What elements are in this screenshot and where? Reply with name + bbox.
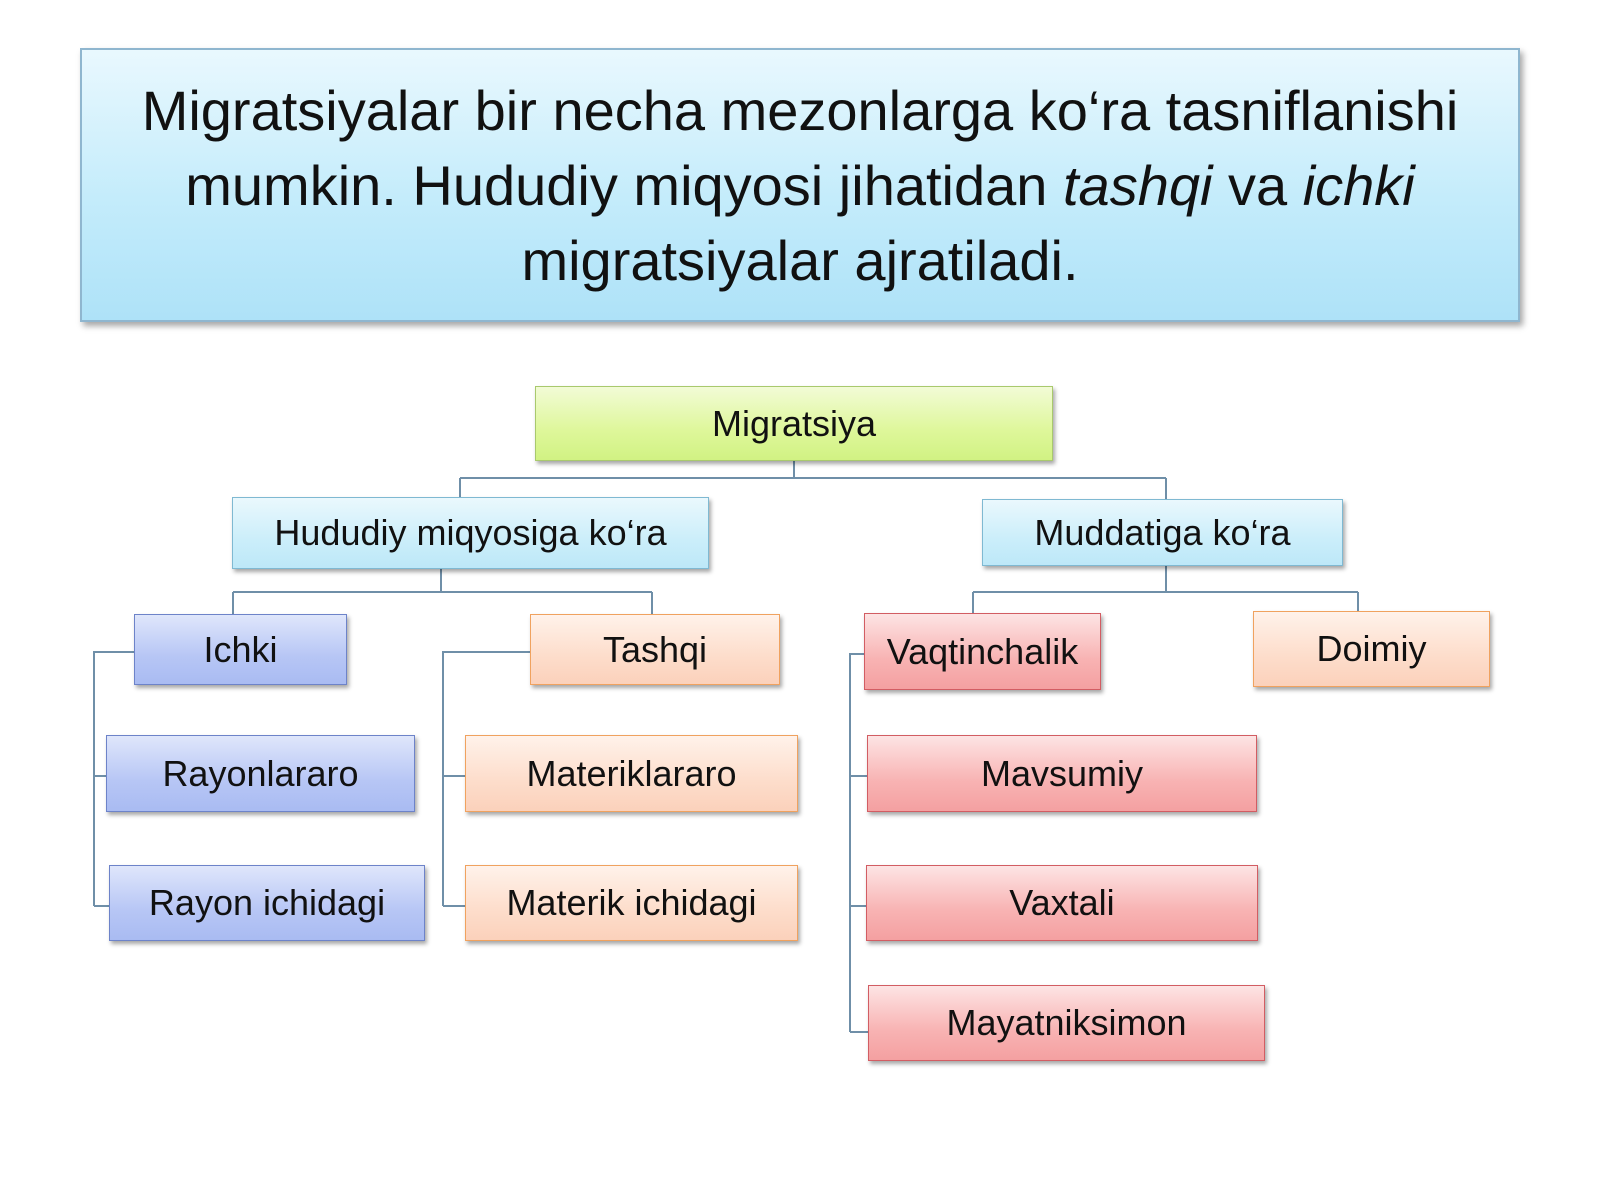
node-doimiy: Doimiy [1253,611,1490,687]
title-part-1: Migratsiyalar bir necha mezonlarga ko‘ra tasniflanishi mumkin. Hududiy miqyosi jihatidan [141,78,1459,217]
title-emphasis-ichki: ichki [1302,153,1415,217]
title-part-3: migratsiyalar ajratiladi. [521,228,1079,292]
node-materiklararo: Materiklararo [465,735,798,812]
node-vaqtinchalik: Vaqtinchalik [864,613,1101,690]
node-vaxtali: Vaxtali [866,865,1258,941]
node-tashqi: Tashqi [530,614,780,685]
title-emphasis-tashqi: tashqi [1062,153,1213,217]
node-migratsiya: Migratsiya [535,386,1053,461]
node-rayon-ichidagi: Rayon ichidagi [109,865,425,941]
title-part-2: va [1212,153,1303,217]
node-rayonlararo: Rayonlararo [106,735,415,812]
node-materik-ichidagi: Materik ichidagi [465,865,798,941]
node-mavsumiy: Mavsumiy [867,735,1257,812]
node-ichki: Ichki [134,614,347,685]
node-hududiy: Hududiy miqyosiga ko‘ra [232,497,709,569]
node-muddat: Muddatiga ko‘ra [982,499,1343,566]
connector-vaqtinchalik-vertical [850,654,864,1032]
node-mayatniksimon: Mayatniksimon [868,985,1265,1061]
